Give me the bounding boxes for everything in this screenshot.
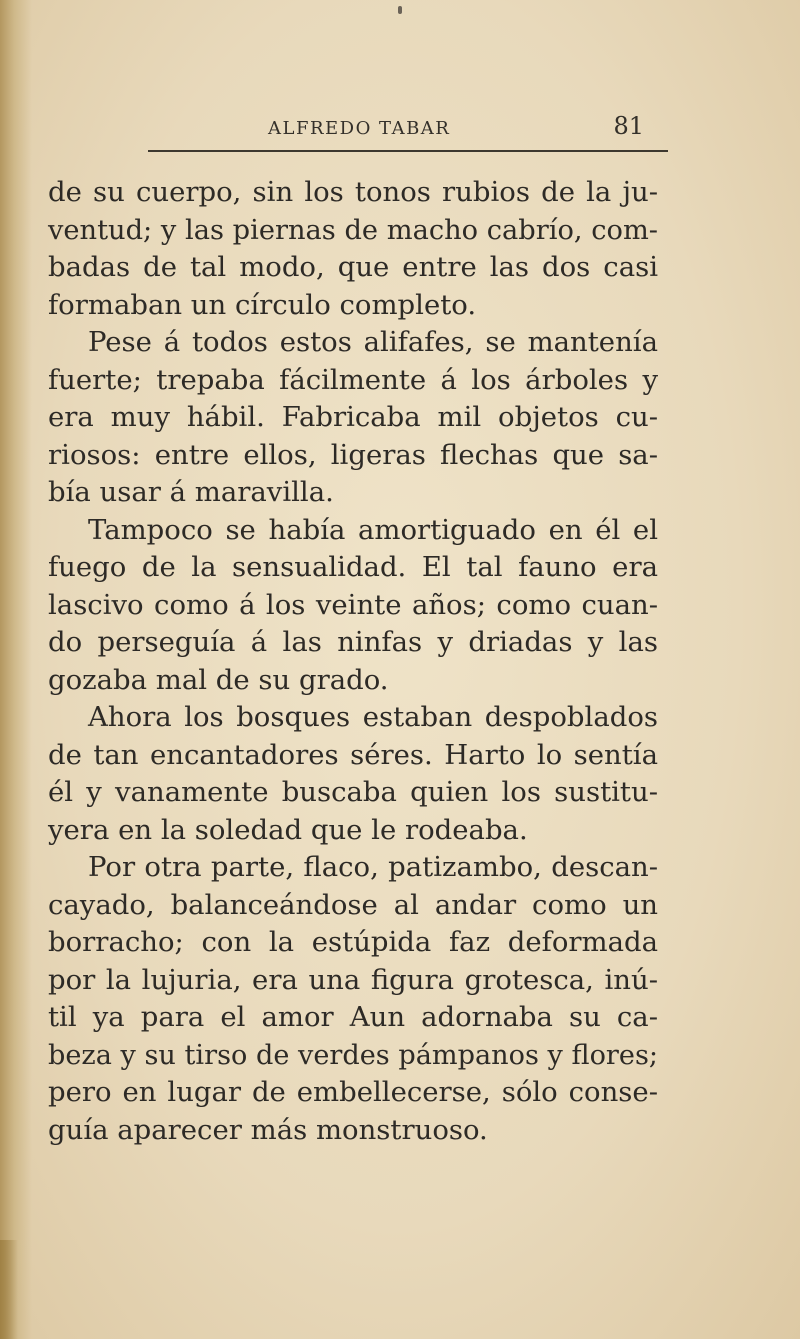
header-rule (148, 150, 668, 152)
text-line: lascivo como á los veinte años; como cuan- (48, 588, 658, 621)
text-line: Pese á todos estos alifafes, se mantenía (88, 326, 658, 358)
text-line: do perseguía á las ninfas y driadas y las (48, 626, 658, 658)
text-line: fuego de la sensualidad. El tal fauno era (48, 551, 658, 583)
running-head: ALFREDO TABAR (268, 118, 451, 139)
body-text (48, 174, 658, 1149)
text-line: ventud; y las piernas de macho cabrío, com- (48, 214, 658, 246)
text-line: de su cuerpo, sin los tonos rubios de la ju- (48, 176, 658, 208)
text-line: fuerte; trepaba fácilmente á los árboles y (48, 363, 658, 396)
page-header (148, 112, 668, 152)
text-line: til ya para el amor Aun adornaba su ca- (48, 1001, 658, 1033)
text-line: guía aparecer más monstruoso. (48, 1113, 488, 1146)
text-line: gozaba mal de su grado. (48, 663, 389, 696)
text-line: era muy hábil. Fabricaba mil objetos cu- (48, 401, 658, 433)
text-line: cayado, balanceándose al andar como un (48, 888, 658, 921)
text-line: pero en lugar de embellecerse, sólo conse- (48, 1076, 658, 1108)
text-line: riosos: entre ellos, ligeras flechas que sa- (48, 438, 658, 471)
text-line: borracho; con la estúpida faz deformada (48, 926, 658, 958)
page-binding-edge (0, 0, 32, 1339)
ink-speck (398, 6, 402, 14)
text-line: por la lujuria, era una figura grotesca, inú- (48, 963, 658, 996)
text-line: Ahora los bosques estaban despoblados (88, 701, 658, 733)
text-line: badas de tal modo, que entre las dos casi (48, 251, 658, 283)
text-line: formaban un círculo completo. (48, 288, 477, 321)
text-line: de tan encantadores séres. Harto lo sentía (48, 738, 658, 771)
text-line: Tampoco se había amortiguado en él el (88, 513, 658, 546)
text-line: Por otra parte, flaco, patizambo, descan- (88, 851, 658, 883)
text-line: él y vanamente buscaba quien los sustitu- (48, 776, 658, 808)
text-line: bía usar á maravilla. (48, 476, 334, 508)
page-binding-shadow (0, 1240, 18, 1339)
text-line: beza y su tirso de verdes pámpanos y flores; (48, 1039, 658, 1071)
page-number: 81 (613, 112, 644, 140)
text-line: yera en la soledad que le rodeaba. (48, 813, 528, 846)
